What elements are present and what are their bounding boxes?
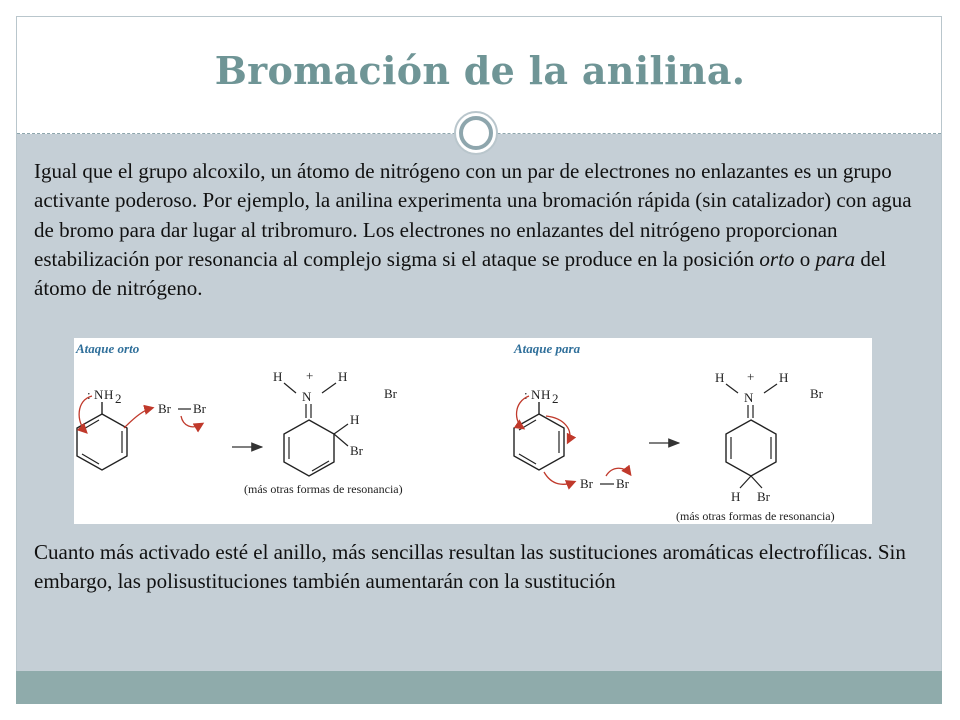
conjunction-o: o <box>794 246 816 271</box>
bromide-ion-left: Br <box>384 386 397 401</box>
iminium-plus-para: + <box>747 369 755 384</box>
iminium-plus: + <box>306 368 314 383</box>
label-ataque-orto: Ataque orto <box>76 341 140 356</box>
sigma-complex-orto <box>244 368 403 496</box>
iminium-n-para: N <box>744 390 754 405</box>
br-right-1: Br <box>580 476 593 491</box>
amino-subscript: 2 <box>115 391 122 406</box>
sigma-br-para: Br <box>757 489 770 504</box>
sigma-complex-para <box>676 369 835 523</box>
caption-right: (más otras formas de resonancia) <box>676 509 835 523</box>
sigma-h-orto: H <box>350 412 360 427</box>
lone-pair-dots: : <box>87 387 91 402</box>
bromide-ion-right: Br <box>810 386 823 401</box>
amino-n: N <box>94 387 104 402</box>
paragraph-intro-text: Igual que el grupo alcoxilo, un átomo de nitrógeno con un par de electrones no enlazantes es un grupo activante poderoso. Por ejemplo, la anilina experimenta una bromación rápida (sin catalizador) con agua de bromo para dar lugar al tribromuro. Los electrones no enlazantes del nitrógeno proporcionan estabilización por resonancia al complejo sigma si el ataque se produce en la posición <box>34 159 912 271</box>
term-orto: orto <box>759 246 795 271</box>
sigma-br-orto: Br <box>350 443 363 458</box>
iminium-h-left: H <box>273 369 283 384</box>
amino-n-right: N <box>531 387 541 402</box>
aniline-right <box>514 387 574 484</box>
amino-h: H <box>104 387 114 402</box>
amino-h-right: H <box>541 387 551 402</box>
amino-subscript-right: 2 <box>552 391 559 406</box>
iminium-h-right-para: H <box>779 370 789 385</box>
slide-title: Bromación de la anilina. <box>214 48 746 93</box>
paragraph-conclusion: Cuanto más activado esté el anillo, más sencillas resultan las sustituciones aromáticas electrofílicas. Sin embargo, las polisustituciones también aumentarán con la sustitución <box>34 540 906 594</box>
footer-bar <box>16 671 942 704</box>
circle-ornament-icon <box>453 110 499 156</box>
bromine-molecule-left <box>158 401 207 427</box>
iminium-h-right: H <box>338 369 348 384</box>
bromine-molecule-right <box>580 468 630 491</box>
br-left-1: Br <box>158 401 171 416</box>
br-left-2: Br <box>193 401 206 416</box>
paragraph-intro <box>34 157 924 303</box>
iminium-h-left-para: H <box>715 370 725 385</box>
aniline-left <box>77 387 152 470</box>
term-para: para <box>815 246 856 271</box>
label-ataque-para: Ataque para <box>514 341 581 356</box>
reaction-scheme <box>74 338 872 524</box>
caption-left: (más otras formas de resonancia) <box>244 482 403 496</box>
iminium-n: N <box>302 389 312 404</box>
reaction-figure <box>74 338 872 524</box>
sigma-h-para: H <box>731 489 741 504</box>
paragraph-intro-end: del átomo de nitrógeno. <box>34 246 887 301</box>
br-right-2: Br <box>616 476 629 491</box>
lone-pair-dots-right: : <box>524 387 528 402</box>
